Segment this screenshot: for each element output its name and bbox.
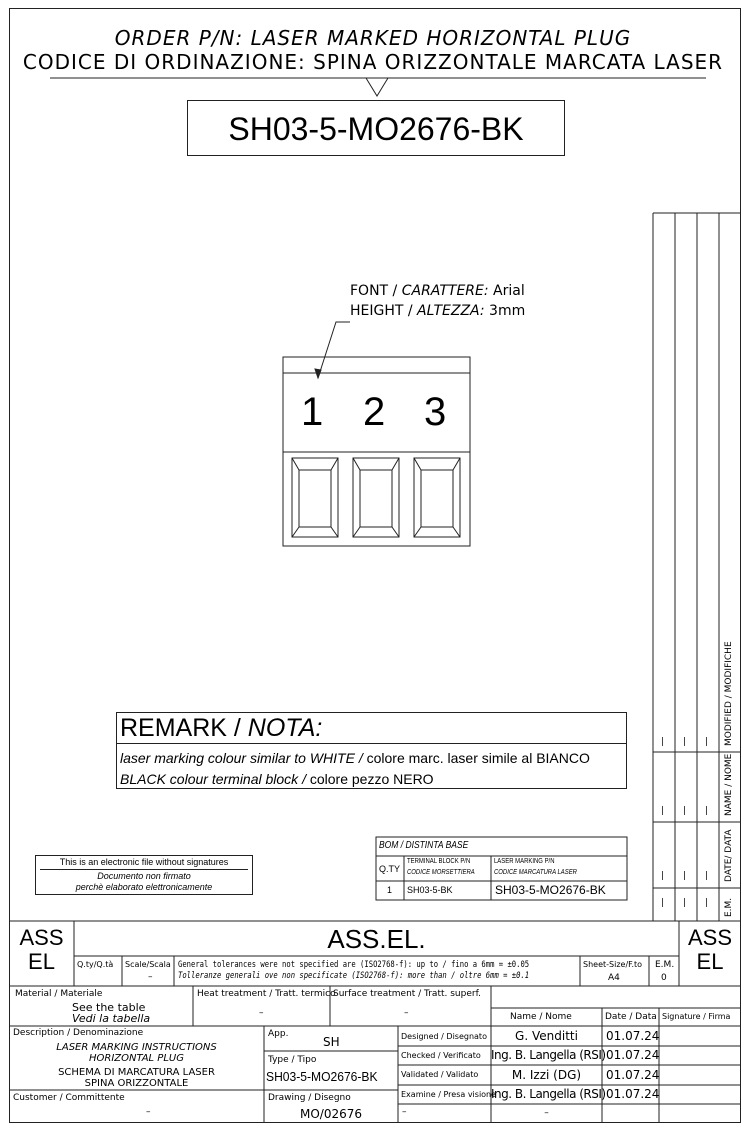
signature-note-line-1: This is an electronic file without signatures bbox=[59, 857, 229, 867]
description-line-4: SPINA ORIZZONTALE bbox=[84, 1078, 189, 1089]
heat-treatment-label: Heat treatment / Tratt. termico bbox=[197, 989, 336, 999]
description-line-1: LASER MARKING INSTRUCTIONS bbox=[56, 1042, 217, 1053]
approval-role: Checked / Verificato bbox=[401, 1051, 481, 1060]
rev-name-label: NAME / NOME bbox=[724, 753, 734, 816]
rev-mark: | bbox=[683, 898, 687, 908]
material-value-it: Vedi la tabella bbox=[72, 1012, 151, 1025]
font-value: Arial bbox=[488, 283, 525, 299]
sheet-size-label: Sheet-Size/F.to bbox=[583, 960, 643, 969]
rev-date-label: DATE/ DATA bbox=[724, 829, 734, 882]
order-title-it: CODICE DI ORDINAZIONE: SPINA ORIZZONTALE MARCATA LASER bbox=[22, 50, 724, 74]
rev-mark: | bbox=[661, 737, 665, 747]
height-prefix: HEIGHT / bbox=[350, 303, 418, 319]
app-label: App. bbox=[268, 1029, 289, 1039]
bom-header-terminal-it: CODICE MORSETTIERA bbox=[407, 869, 475, 876]
rev-modified-label: MODIFIED / MODIFICHE bbox=[724, 641, 734, 746]
remark-title-it: NOTA: bbox=[247, 714, 323, 742]
rev-mark: | bbox=[661, 898, 665, 908]
logo-left-bottom: EL bbox=[28, 949, 55, 974]
bom-title: BOM / DISTINTA BASE bbox=[379, 840, 469, 851]
approval-name: G. Venditti bbox=[515, 1029, 578, 1043]
rev-mark: | bbox=[705, 806, 709, 816]
company-name: ASS.EL. bbox=[327, 924, 426, 954]
material-label: Material / Materiale bbox=[15, 989, 103, 999]
customer-value: – bbox=[146, 1107, 151, 1117]
bom-header-terminal: TERMINAL BLOCK P/N bbox=[407, 858, 471, 865]
height-value: 3mm bbox=[484, 303, 526, 319]
sheet-size-value: A4 bbox=[608, 973, 620, 983]
rev-mark: | bbox=[705, 737, 709, 747]
type-value: SH03-5-MO2676-BK bbox=[266, 1069, 378, 1084]
approval-name: Ing. B. Langella (RSI) bbox=[491, 1048, 606, 1062]
rev-mark: | bbox=[683, 737, 687, 747]
rev-mark: | bbox=[661, 806, 665, 816]
em-value: 0 bbox=[661, 973, 667, 983]
approval-role: – bbox=[402, 1107, 407, 1117]
company-logo-right bbox=[679, 926, 741, 974]
heat-treatment-value: – bbox=[259, 1008, 264, 1018]
logo-right-bottom: EL bbox=[696, 949, 724, 974]
approval-date: 01.07.24 bbox=[606, 1029, 660, 1043]
remark-line2-it: colore pezzo NERO bbox=[309, 771, 434, 787]
logo-left-top: ASS bbox=[19, 925, 64, 950]
part-number-box: SH03-5-MO2676-BK bbox=[187, 100, 565, 156]
type-label: Type / Tipo bbox=[268, 1055, 317, 1065]
pin-number-3: 3 bbox=[424, 390, 447, 434]
rev-mark: | bbox=[683, 871, 687, 881]
remark-line1-it: colore marc. laser simile al BIANCO bbox=[366, 750, 590, 766]
app-value: SH bbox=[323, 1035, 340, 1049]
approval-date: 01.07.24 bbox=[606, 1087, 660, 1101]
approval-role: Designed / Disegnato bbox=[401, 1032, 487, 1041]
drawing-number: MO/02676 bbox=[300, 1107, 363, 1121]
description-label: Description / Denominazione bbox=[13, 1028, 144, 1038]
col-name-header: Name / Nome bbox=[510, 1012, 572, 1022]
drawing-label: Drawing / Disegno bbox=[268, 1093, 351, 1103]
pin-number-2: 2 bbox=[363, 390, 386, 434]
bom-header-laser: LASER MARKING P/N bbox=[494, 858, 555, 865]
font-label-it: CARATTERE: bbox=[401, 283, 489, 299]
remark-title-en: REMARK / bbox=[120, 714, 248, 742]
scale-value: – bbox=[148, 972, 153, 982]
description-line-3: SCHEMA DI MARCATURA LASER bbox=[58, 1067, 215, 1078]
qty-label: Q.ty/Q.tà bbox=[77, 960, 114, 969]
tolerance-line-1: General tolerances were not specified are (ISO2768-f): up to / fino a 6mm = ±0.05 bbox=[178, 960, 530, 970]
material-value: See the table bbox=[72, 1001, 146, 1014]
rev-em-label: E.M. bbox=[724, 897, 734, 917]
customer-label: Customer / Committente bbox=[13, 1093, 125, 1103]
tolerance-line-2: Tolleranze generali ove non specificate (ISO2768-f): more than / oltre 6mm = ±0.1 bbox=[178, 971, 530, 981]
approval-role: Validated / Validato bbox=[401, 1070, 479, 1079]
pin-number-1: 1 bbox=[301, 390, 324, 434]
scale-label: Scale/Scala bbox=[125, 960, 171, 969]
approval-name: – bbox=[544, 1108, 549, 1118]
col-signature-header: Signature / Firma bbox=[662, 1012, 731, 1021]
company-logo-left bbox=[9, 926, 74, 974]
bom-row-terminal: SH03-5-BK bbox=[407, 885, 453, 895]
description-line-2: HORIZONTAL PLUG bbox=[89, 1053, 184, 1064]
logo-right-top: ASS bbox=[687, 925, 733, 950]
rev-mark: | bbox=[705, 898, 709, 908]
height-label-it: ALTEZZA: bbox=[417, 303, 485, 319]
surface-treatment-label: Surface treatment / Tratt. superf. bbox=[333, 989, 481, 999]
bom-header-laser-it: CODICE MARCATURA LASER bbox=[494, 869, 577, 876]
approval-date: 01.07.24 bbox=[606, 1048, 660, 1062]
surface-treatment-value: – bbox=[404, 1008, 409, 1018]
approval-name: Ing. B. Langella (RSI) bbox=[491, 1087, 606, 1101]
approval-date: 01.07.24 bbox=[606, 1068, 660, 1082]
font-prefix: FONT / bbox=[350, 283, 402, 299]
rev-mark: | bbox=[683, 806, 687, 816]
approval-role: Examine / Presa visione bbox=[401, 1090, 497, 1099]
rev-mark: | bbox=[705, 871, 709, 881]
bom-row-laser: SH03-5-MO2676-BK bbox=[495, 883, 606, 897]
order-title-en: ORDER P/N: LASER MARKED HORIZONTAL PLUG bbox=[114, 26, 632, 50]
bom-header-qty: Q.TY bbox=[379, 864, 401, 874]
remark-line2-en: BLACK colour terminal block / bbox=[120, 771, 310, 787]
signature-note-line-2: Documento non firmato bbox=[97, 871, 191, 881]
col-date-header: Date / Data bbox=[605, 1012, 657, 1022]
bom-row-qty: 1 bbox=[387, 885, 393, 895]
signature-note-line-3: perchè elaborato elettronicamente bbox=[75, 882, 213, 892]
rev-mark: | bbox=[661, 871, 665, 881]
remark-line1-en: laser marking colour similar to WHITE / bbox=[120, 750, 367, 766]
em-label: E.M. bbox=[655, 960, 675, 970]
approval-name: M. Izzi (DG) bbox=[511, 1068, 582, 1082]
